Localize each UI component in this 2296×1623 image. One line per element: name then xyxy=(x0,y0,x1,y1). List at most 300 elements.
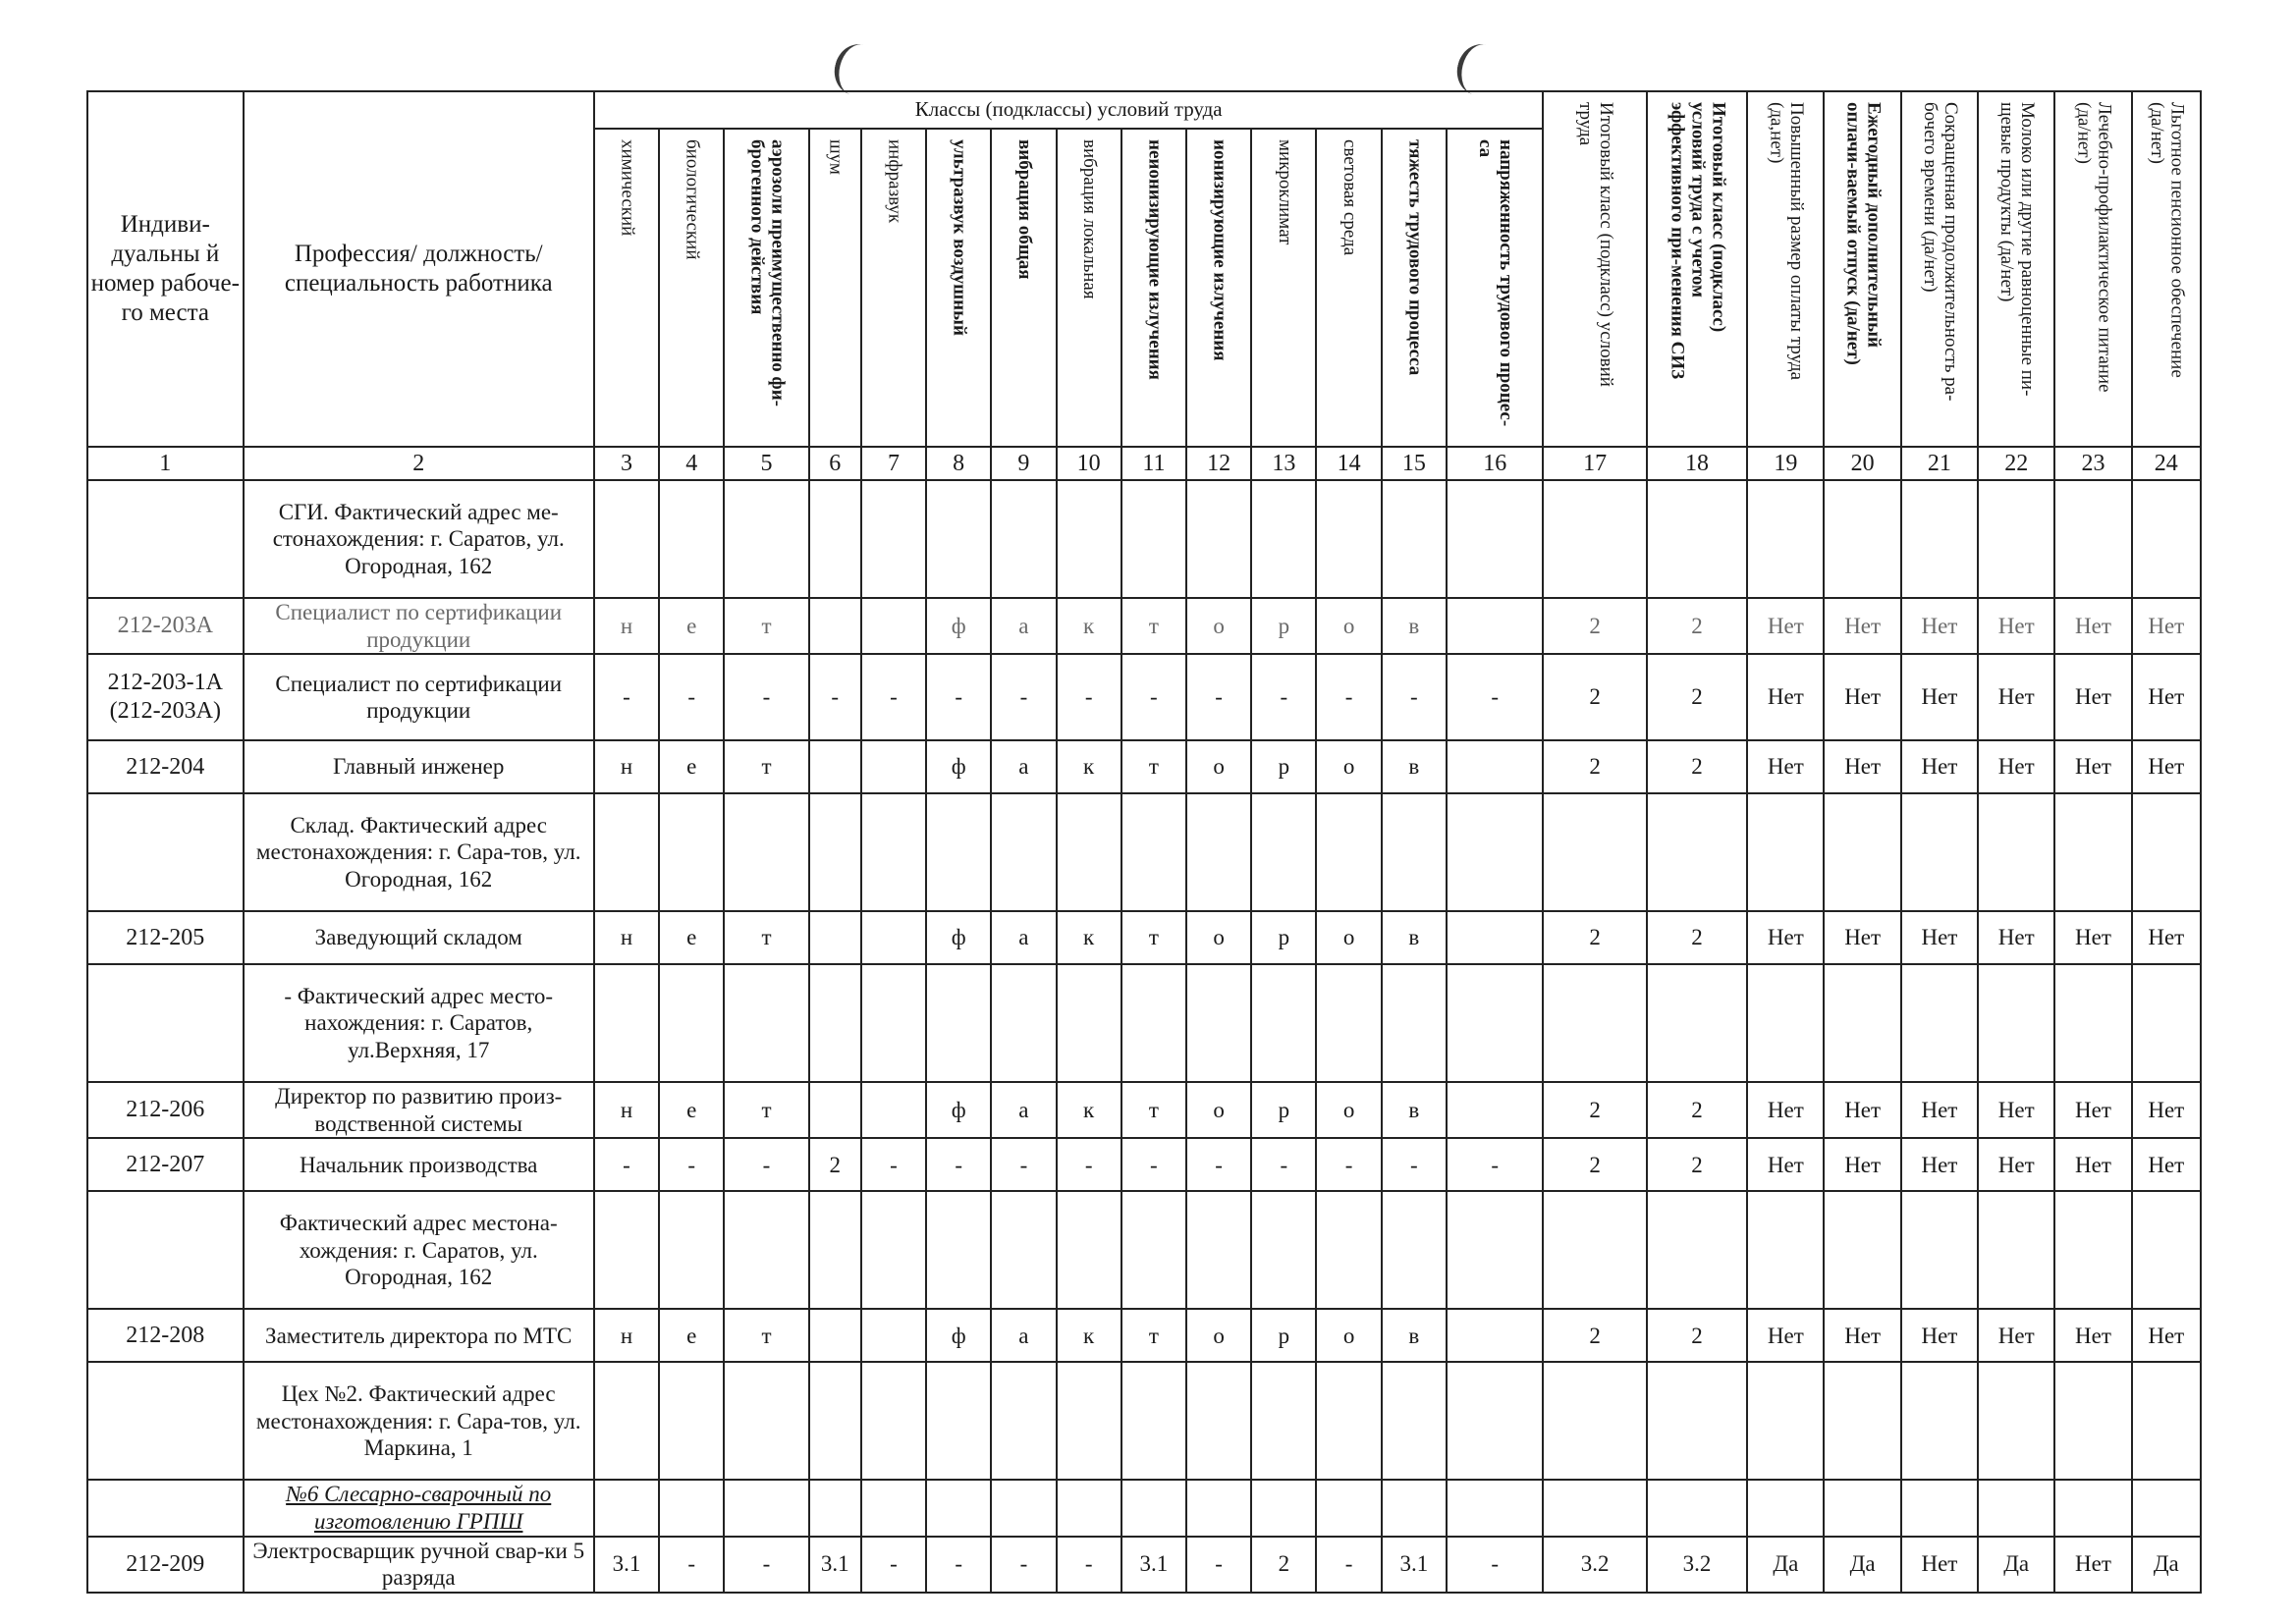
table-cell: 2 xyxy=(1647,740,1747,793)
table-cell: а xyxy=(991,740,1056,793)
empty-cell xyxy=(1382,480,1447,598)
table-cell: а xyxy=(991,911,1056,964)
empty-cell xyxy=(1447,1191,1544,1309)
table-cell: 3.2 xyxy=(1543,1537,1646,1593)
working-conditions-table xyxy=(86,90,2202,1594)
table-cell: 3.1 xyxy=(594,1537,659,1593)
table-cell: о xyxy=(1316,740,1381,793)
workplace-id: 212-203-1А (212-203А) xyxy=(87,654,244,740)
table-cell: - xyxy=(594,654,659,740)
table-cell: Нет xyxy=(1978,1309,2054,1362)
empty-cell xyxy=(1251,793,1316,911)
column-number: 1 xyxy=(87,447,244,480)
empty-cell xyxy=(1057,793,1121,911)
empty-cell xyxy=(1121,1480,1186,1536)
table-cell: Нет xyxy=(1901,1138,1978,1191)
table-cell: Нет xyxy=(1901,1082,1978,1138)
empty-cell xyxy=(594,1362,659,1480)
table-cell: е xyxy=(659,1082,724,1138)
empty-cell xyxy=(1901,793,1978,911)
empty-cell xyxy=(594,793,659,911)
table-cell xyxy=(861,1309,926,1362)
table-cell: ф xyxy=(926,740,991,793)
table-cell: Нет xyxy=(1978,598,2054,654)
header-classes-group: Классы (подклассы) условий труда xyxy=(594,91,1544,129)
empty-cell xyxy=(1057,1191,1121,1309)
header-extra: Лечебно-профилактическое питание (да/нет) xyxy=(2054,91,2131,447)
empty-cell xyxy=(1824,1362,1900,1480)
table-cell: - xyxy=(991,1537,1056,1593)
empty-cell xyxy=(1543,1191,1646,1309)
table-cell: - xyxy=(991,1138,1056,1191)
table-cell: Нет xyxy=(1901,911,1978,964)
column-number: 6 xyxy=(809,447,861,480)
table-cell: Да xyxy=(1978,1537,2054,1593)
table-cell: - xyxy=(1186,1537,1251,1593)
table-cell: Нет xyxy=(1824,598,1900,654)
empty-cell xyxy=(659,1191,724,1309)
table-cell xyxy=(861,598,926,654)
empty-cell xyxy=(1316,1362,1381,1480)
table-cell: Нет xyxy=(2132,1082,2201,1138)
empty-cell xyxy=(659,480,724,598)
empty-cell xyxy=(594,1191,659,1309)
table-cell: т xyxy=(724,1309,808,1362)
column-number: 18 xyxy=(1647,447,1747,480)
header-factor: вибрация локальная xyxy=(1057,129,1121,447)
table-cell xyxy=(861,1082,926,1138)
header-factor: тяжесть трудового процесса xyxy=(1382,129,1447,447)
table-cell: Нет xyxy=(1978,740,2054,793)
table-cell: 2 xyxy=(1647,654,1747,740)
empty-cell xyxy=(1316,1480,1381,1536)
table-cell: Нет xyxy=(1747,1309,1824,1362)
table-cell: в xyxy=(1382,740,1447,793)
empty-cell xyxy=(1186,1480,1251,1536)
section-title: - Фактический адрес место-нахождения: г. Саратов, ул.Верхняя, 17 xyxy=(244,964,594,1082)
empty-cell xyxy=(2132,793,2201,911)
table-row xyxy=(87,654,2201,740)
empty-cell xyxy=(659,964,724,1082)
table-cell: - xyxy=(1121,654,1186,740)
empty-cell xyxy=(1747,964,1824,1082)
table-cell: в xyxy=(1382,1309,1447,1362)
empty-cell xyxy=(861,480,926,598)
header-factor: биологический xyxy=(659,129,724,447)
table-cell: - xyxy=(1057,1138,1121,1191)
table-cell: 2 xyxy=(1647,1138,1747,1191)
empty-cell xyxy=(2132,1191,2201,1309)
empty-cell xyxy=(1382,1362,1447,1480)
section-title: Фактический адрес местона-хождения: г. Саратов, ул. Огородная, 162 xyxy=(244,1191,594,1309)
table-cell: Нет xyxy=(1901,598,1978,654)
table-cell: - xyxy=(926,1537,991,1593)
table-cell: Нет xyxy=(2054,1309,2131,1362)
empty-cell xyxy=(1824,1191,1900,1309)
empty-cell xyxy=(1447,793,1544,911)
empty-cell xyxy=(1121,1362,1186,1480)
table-cell: - xyxy=(1057,1537,1121,1593)
table-cell: - xyxy=(724,1138,808,1191)
table-cell: Нет xyxy=(1824,654,1900,740)
column-number: 12 xyxy=(1186,447,1251,480)
column-number: 8 xyxy=(926,447,991,480)
table-cell: Нет xyxy=(1978,654,2054,740)
table-cell: Да xyxy=(2132,1537,2201,1593)
table-cell: - xyxy=(926,1138,991,1191)
table-cell: Нет xyxy=(1901,1537,1978,1593)
table-cell: 3.1 xyxy=(1382,1537,1447,1593)
section-row xyxy=(87,480,2201,598)
empty-cell xyxy=(1901,1480,1978,1536)
table-cell: о xyxy=(1316,1309,1381,1362)
empty-cell xyxy=(991,1191,1056,1309)
profession-name: Начальник производства xyxy=(244,1138,594,1191)
empty-cell xyxy=(1747,1362,1824,1480)
empty-cell xyxy=(659,793,724,911)
empty-cell xyxy=(594,480,659,598)
table-cell: о xyxy=(1186,911,1251,964)
table-cell: - xyxy=(1382,1138,1447,1191)
table-cell: Да xyxy=(1824,1537,1900,1593)
header-workplace-id: Индиви-дуальны й номер рабоче-го места xyxy=(87,91,244,447)
table-cell xyxy=(809,1309,861,1362)
column-number: 13 xyxy=(1251,447,1316,480)
table-cell: - xyxy=(1316,1537,1381,1593)
profession-name: Главный инженер xyxy=(244,740,594,793)
column-number: 19 xyxy=(1747,447,1824,480)
section-row xyxy=(87,1362,2201,1480)
empty-cell xyxy=(594,964,659,1082)
header-extra: Повышенный размер оплаты труда (да,нет) xyxy=(1747,91,1824,447)
table-cell: Нет xyxy=(2054,740,2131,793)
empty-cell xyxy=(724,964,808,1082)
table-cell: е xyxy=(659,911,724,964)
empty-cell xyxy=(1251,1480,1316,1536)
empty-cell xyxy=(1186,1362,1251,1480)
empty-cell xyxy=(1447,964,1544,1082)
empty-cell xyxy=(1978,793,2054,911)
empty-cell xyxy=(809,1480,861,1536)
empty-cell xyxy=(594,1480,659,1536)
table-cell: Нет xyxy=(2132,654,2201,740)
table-cell: 3.1 xyxy=(1121,1537,1186,1593)
table-cell xyxy=(1447,911,1544,964)
empty-cell xyxy=(1747,480,1824,598)
table-cell: - xyxy=(1057,654,1121,740)
table-cell: 2 xyxy=(1543,1082,1646,1138)
header-extra: Сокращенная продолжительность ра-бочего времени (да/нет) xyxy=(1901,91,1978,447)
table-cell: р xyxy=(1251,911,1316,964)
table-cell: - xyxy=(861,654,926,740)
empty-cell xyxy=(1824,480,1900,598)
table-cell: 2 xyxy=(1647,598,1747,654)
empty-cell xyxy=(724,793,808,911)
empty-cell xyxy=(991,1362,1056,1480)
empty-cell xyxy=(926,793,991,911)
header-factor: шум xyxy=(809,129,861,447)
empty-cell xyxy=(659,1480,724,1536)
table-cell: 3.1 xyxy=(809,1537,861,1593)
column-number: 17 xyxy=(1543,447,1646,480)
table-cell: - xyxy=(724,1537,808,1593)
empty-cell xyxy=(87,1191,244,1309)
empty-cell xyxy=(1447,1480,1544,1536)
table-cell: Нет xyxy=(1747,911,1824,964)
empty-cell xyxy=(87,1480,244,1536)
empty-cell xyxy=(1447,1362,1544,1480)
table-cell: Нет xyxy=(2132,1309,2201,1362)
table-cell: ф xyxy=(926,1082,991,1138)
empty-cell xyxy=(1121,480,1186,598)
table-cell: Нет xyxy=(1824,911,1900,964)
empty-cell xyxy=(2132,1362,2201,1480)
table-cell: о xyxy=(1186,1309,1251,1362)
table-cell: е xyxy=(659,740,724,793)
table-cell: - xyxy=(861,1537,926,1593)
workplace-id: 212-205 xyxy=(87,911,244,964)
empty-cell xyxy=(991,793,1056,911)
table-cell: - xyxy=(1186,1138,1251,1191)
table-cell: к xyxy=(1057,1082,1121,1138)
empty-cell xyxy=(2054,964,2131,1082)
empty-cell xyxy=(1057,480,1121,598)
header-factor: неионизирующие излучения xyxy=(1121,129,1186,447)
table-cell: в xyxy=(1382,911,1447,964)
table-cell: Нет xyxy=(2054,1138,2131,1191)
empty-cell xyxy=(1316,964,1381,1082)
table-cell: Нет xyxy=(1901,654,1978,740)
table-cell: Нет xyxy=(1747,1082,1824,1138)
table-cell: 2 xyxy=(1251,1537,1316,1593)
empty-cell xyxy=(1978,1191,2054,1309)
section-title: СГИ. Фактический адрес ме-стонахождения: г. Саратов, ул. Огородная, 162 xyxy=(244,480,594,598)
empty-cell xyxy=(991,964,1056,1082)
empty-cell xyxy=(1316,480,1381,598)
empty-cell xyxy=(1057,1362,1121,1480)
empty-cell xyxy=(861,1191,926,1309)
empty-cell xyxy=(1901,1362,1978,1480)
table-cell: к xyxy=(1057,740,1121,793)
header-extra: Ежегодный дополнительный оплачи-ваемый отпуск (да/нет) xyxy=(1824,91,1900,447)
table-cell: ф xyxy=(926,598,991,654)
empty-cell xyxy=(1824,964,1900,1082)
table-cell: 2 xyxy=(1543,598,1646,654)
empty-cell xyxy=(926,1480,991,1536)
header-factor: аэрозоли преимущественно фи-брогенного действия xyxy=(724,129,808,447)
empty-cell xyxy=(724,1362,808,1480)
table-cell: к xyxy=(1057,911,1121,964)
empty-cell xyxy=(1382,793,1447,911)
empty-cell xyxy=(926,964,991,1082)
empty-cell xyxy=(1121,793,1186,911)
empty-cell xyxy=(2132,1480,2201,1536)
header-extra: Итоговый класс (подкласс) условий труда с учетом эффективного при-менения СИЗ xyxy=(1647,91,1747,447)
table-cell: р xyxy=(1251,740,1316,793)
empty-cell xyxy=(1978,964,2054,1082)
table-row xyxy=(87,598,2201,654)
profession-name: Специалист по сертификации продукции xyxy=(244,598,594,654)
table-cell: - xyxy=(1447,654,1544,740)
empty-cell xyxy=(1978,1362,2054,1480)
empty-cell xyxy=(2054,1480,2131,1536)
table-cell: в xyxy=(1382,1082,1447,1138)
table-cell: к xyxy=(1057,1309,1121,1362)
table-cell xyxy=(1447,740,1544,793)
empty-cell xyxy=(2132,480,2201,598)
empty-cell xyxy=(2054,480,2131,598)
table-row xyxy=(87,1082,2201,1138)
column-number: 15 xyxy=(1382,447,1447,480)
table-cell: о xyxy=(1186,1082,1251,1138)
table-cell: Да xyxy=(1747,1537,1824,1593)
header-factor: ионизирующие излучения xyxy=(1186,129,1251,447)
empty-cell xyxy=(1647,1480,1747,1536)
table-cell: о xyxy=(1316,1082,1381,1138)
empty-cell xyxy=(1647,793,1747,911)
header-factor: инфразвук xyxy=(861,129,926,447)
workplace-id: 212-209 xyxy=(87,1537,244,1593)
table-cell: Нет xyxy=(1978,911,2054,964)
table-row xyxy=(87,1138,2201,1191)
empty-cell xyxy=(1186,1191,1251,1309)
table-cell: н xyxy=(594,598,659,654)
table-cell: Нет xyxy=(2132,911,2201,964)
table-cell: а xyxy=(991,1309,1056,1362)
table-cell: - xyxy=(1186,654,1251,740)
table-cell: - xyxy=(659,1537,724,1593)
empty-cell xyxy=(1251,964,1316,1082)
table-row xyxy=(87,740,2201,793)
table-cell: т xyxy=(724,911,808,964)
table-cell: 2 xyxy=(1647,1309,1747,1362)
workplace-id: 212-207 xyxy=(87,1138,244,1191)
table-cell: о xyxy=(1186,740,1251,793)
header-extra: Льготное пенсионное обеспечение (да/нет) xyxy=(2132,91,2201,447)
empty-cell xyxy=(1824,1480,1900,1536)
empty-cell xyxy=(1747,1191,1824,1309)
workplace-id: 212-208 xyxy=(87,1309,244,1362)
table-cell: - xyxy=(594,1138,659,1191)
table-cell: т xyxy=(724,740,808,793)
table-cell: - xyxy=(659,1138,724,1191)
table-cell: - xyxy=(1251,1138,1316,1191)
column-number: 20 xyxy=(1824,447,1900,480)
column-number: 10 xyxy=(1057,447,1121,480)
table-cell: о xyxy=(1186,598,1251,654)
empty-cell xyxy=(2054,1362,2131,1480)
empty-cell xyxy=(1186,793,1251,911)
table-cell: 2 xyxy=(809,1138,861,1191)
empty-cell xyxy=(1647,1191,1747,1309)
empty-cell xyxy=(926,1362,991,1480)
empty-cell xyxy=(724,1480,808,1536)
empty-cell xyxy=(1057,964,1121,1082)
table-cell: Нет xyxy=(2054,1537,2131,1593)
workplace-id: 212-203А xyxy=(87,598,244,654)
table-cell: Нет xyxy=(1824,1309,1900,1362)
table-cell: т xyxy=(724,1082,808,1138)
table-cell: Нет xyxy=(1824,1082,1900,1138)
empty-cell xyxy=(1447,480,1544,598)
section-row xyxy=(87,964,2201,1082)
table-cell: Нет xyxy=(2054,1082,2131,1138)
table-cell xyxy=(1447,1082,1544,1138)
column-number: 7 xyxy=(861,447,926,480)
empty-cell xyxy=(809,1362,861,1480)
table-cell: в xyxy=(1382,598,1447,654)
table-cell: Нет xyxy=(1978,1082,2054,1138)
section-row xyxy=(87,1191,2201,1309)
table-cell: Нет xyxy=(1747,598,1824,654)
empty-cell xyxy=(861,964,926,1082)
empty-cell xyxy=(991,1480,1056,1536)
empty-cell xyxy=(861,793,926,911)
column-number: 2 xyxy=(244,447,594,480)
table-cell: Нет xyxy=(1978,1138,2054,1191)
empty-cell xyxy=(1251,1362,1316,1480)
empty-cell xyxy=(861,1480,926,1536)
header-profession: Профессия/ должность/ специальность работника xyxy=(244,91,594,447)
empty-cell xyxy=(1901,1191,1978,1309)
section-row xyxy=(87,793,2201,911)
column-number: 5 xyxy=(724,447,808,480)
table-cell: - xyxy=(809,654,861,740)
table-cell: е xyxy=(659,598,724,654)
table-cell: 3.2 xyxy=(1647,1537,1747,1593)
empty-cell xyxy=(991,480,1056,598)
empty-cell xyxy=(2132,964,2201,1082)
empty-cell xyxy=(1543,1362,1646,1480)
empty-cell xyxy=(861,1362,926,1480)
table-cell xyxy=(861,740,926,793)
table-cell: Нет xyxy=(2132,598,2201,654)
empty-cell xyxy=(1057,1480,1121,1536)
empty-cell xyxy=(1316,1191,1381,1309)
table-cell xyxy=(861,911,926,964)
empty-cell xyxy=(1382,1191,1447,1309)
table-cell: е xyxy=(659,1309,724,1362)
table-cell: 2 xyxy=(1543,911,1646,964)
table-cell: т xyxy=(724,598,808,654)
empty-cell xyxy=(1316,793,1381,911)
table-cell xyxy=(809,740,861,793)
table-cell: р xyxy=(1251,598,1316,654)
column-number: 23 xyxy=(2054,447,2131,480)
column-number: 11 xyxy=(1121,447,1186,480)
empty-cell xyxy=(1901,480,1978,598)
table-cell xyxy=(1447,1309,1544,1362)
table-cell: 2 xyxy=(1647,911,1747,964)
empty-cell xyxy=(1186,480,1251,598)
table-cell: т xyxy=(1121,1309,1186,1362)
table-cell: ф xyxy=(926,911,991,964)
table-cell: н xyxy=(594,911,659,964)
table-row xyxy=(87,1309,2201,1362)
empty-cell xyxy=(1647,964,1747,1082)
table-cell: н xyxy=(594,1082,659,1138)
header-factor: напряженность трудового процес-са xyxy=(1447,129,1544,447)
table-cell: 2 xyxy=(1543,1309,1646,1362)
table-cell: т xyxy=(1121,911,1186,964)
table-cell: - xyxy=(724,654,808,740)
profession-name: Специалист по сертификации продукции xyxy=(244,654,594,740)
table-cell: Нет xyxy=(2054,911,2131,964)
section-title: Склад. Фактический адрес местонахождения: г. Сара-тов, ул. Огородная, 162 xyxy=(244,793,594,911)
empty-cell xyxy=(1543,793,1646,911)
table-cell: Нет xyxy=(2054,598,2131,654)
table-cell: Нет xyxy=(1747,1138,1824,1191)
